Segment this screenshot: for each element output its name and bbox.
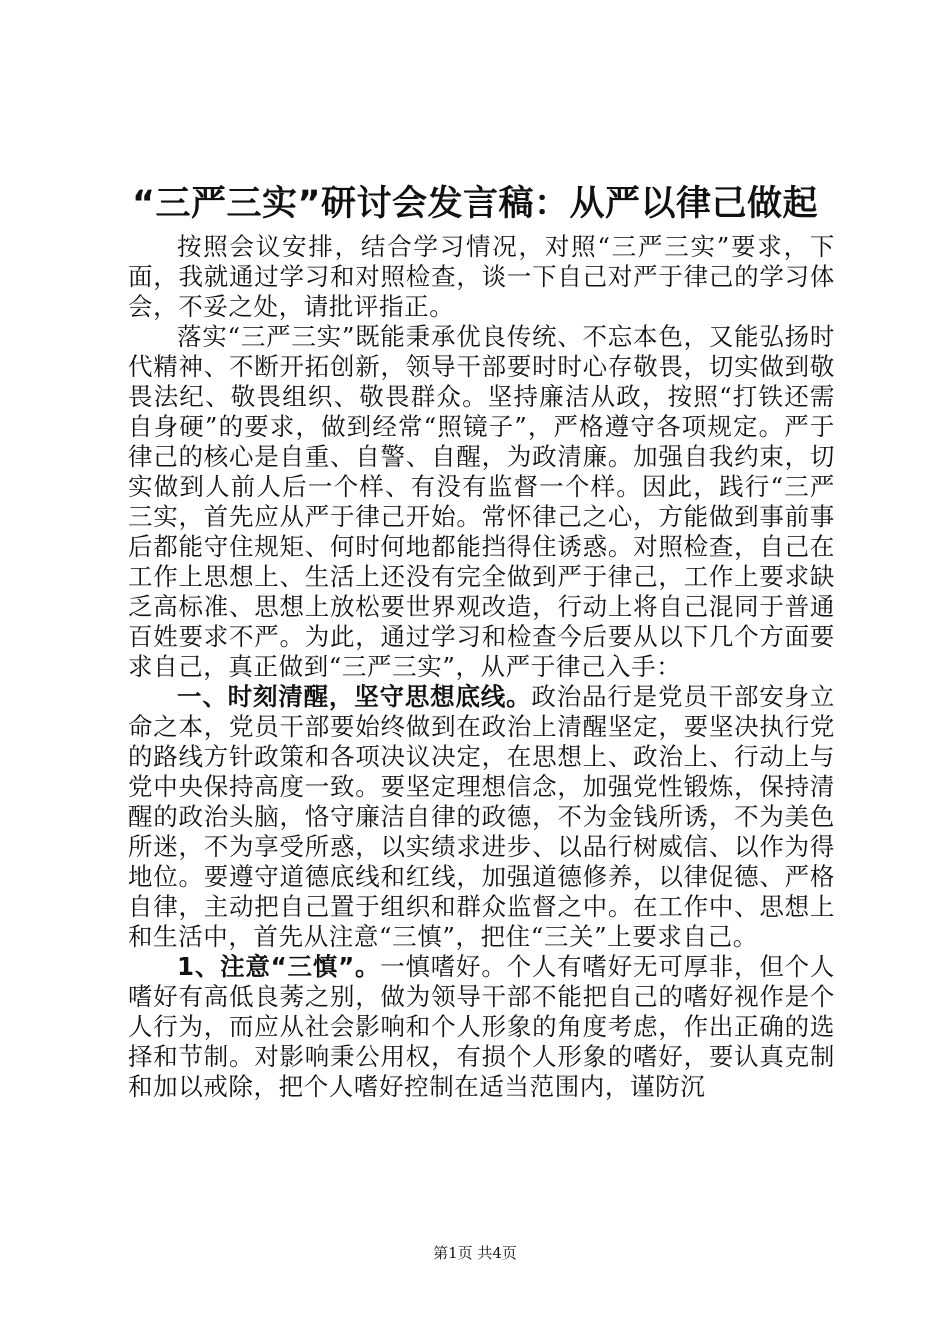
paragraph-implementation — [128, 322, 835, 682]
page-number-footer: 第1页 共4页 — [433, 1244, 517, 1262]
document-body — [128, 232, 835, 1102]
document-title: “三严三实”研讨会发言稿：从严以律己做起 — [131, 184, 818, 224]
section-heading: 一、时刻清醒，坚守思想底线。 — [177, 682, 532, 711]
subsection-heading: 1、注意“三慎”。 — [177, 952, 381, 981]
paragraph-text: 一慎嗜好。个人有嗜好无可厚非，但个人嗜好有高低良莠之别，做为领导干部不能把自己的嗜好视作是个人行为，而应从社会影响和个人形象的角度考虑，作出正确的选择和节制。对影响秉公用权，有损个人形象的嗜好，要认真克制和加以戒除，把个人嗜好控制在适当范围内，谨防沉 — [128, 952, 835, 1101]
paragraph-text: 落实“三严三实”既能秉承优良传统、不忘本色，又能弘扬时代精神、不断开拓创新，领导干部要时时心存敬畏，切实做到敬畏法纪、敬畏组织、敬畏群众。坚持廉洁从政，按照“打铁还需自身硬”的要求，做到经常“照镜子”，严格遵守各项规定。严于律己的核心是自重、自警、自醒，为政清廉。加强自我约束，切实做到人前人后一个样、有没有监督一个样。因此，践行“三严三实，首先应从严于律己开始。常怀律己之心，方能做到事前事后都能守住规矩、何时何地都能挡得住诱惑。对照检查，自己在工作上思想上、生活上还没有完全做到严于律己，工作上要求缺乏高标准、思想上放松要世界观改造，行动上将自己混同于普通百姓要求不严。为此，通过学习和检查今后要从以下几个方面要求自己，真正做到“三严三实”，从严于律己入手： — [128, 322, 835, 681]
paragraph-subsection-1 — [128, 952, 835, 1102]
paragraph-section-one — [128, 682, 835, 952]
paragraph-text: 按照会议安排，结合学习情况，对照“三严三实”要求，下面，我就通过学习和对照检查，谈一下自己对严于律己的学习体会，不妥之处，请批评指正。 — [128, 232, 835, 321]
paragraph-text: 政治品行是党员干部安身立命之本，党员干部要始终做到在政治上清醒坚定，要坚决执行党的路线方针政策和各项决议决定，在思想上、政治上、行动上与党中央保持高度一致。要坚定理想信念，加强党性锻炼，保持清醒的政治头脑，恪守廉洁自律的政德，不为金钱所诱，不为美色所迷，不为享受所惑，以实绩求进步、以品行树威信、以作为得地位。要遵守道德底线和红线，加强道德修养，以律促德、严格自律，主动把自己置于组织和群众监督之中。在工作中、思想上和生活中，首先从注意“三慎”，把住“三关”上要求自己。 — [128, 682, 835, 951]
paragraph-intro — [128, 232, 835, 322]
